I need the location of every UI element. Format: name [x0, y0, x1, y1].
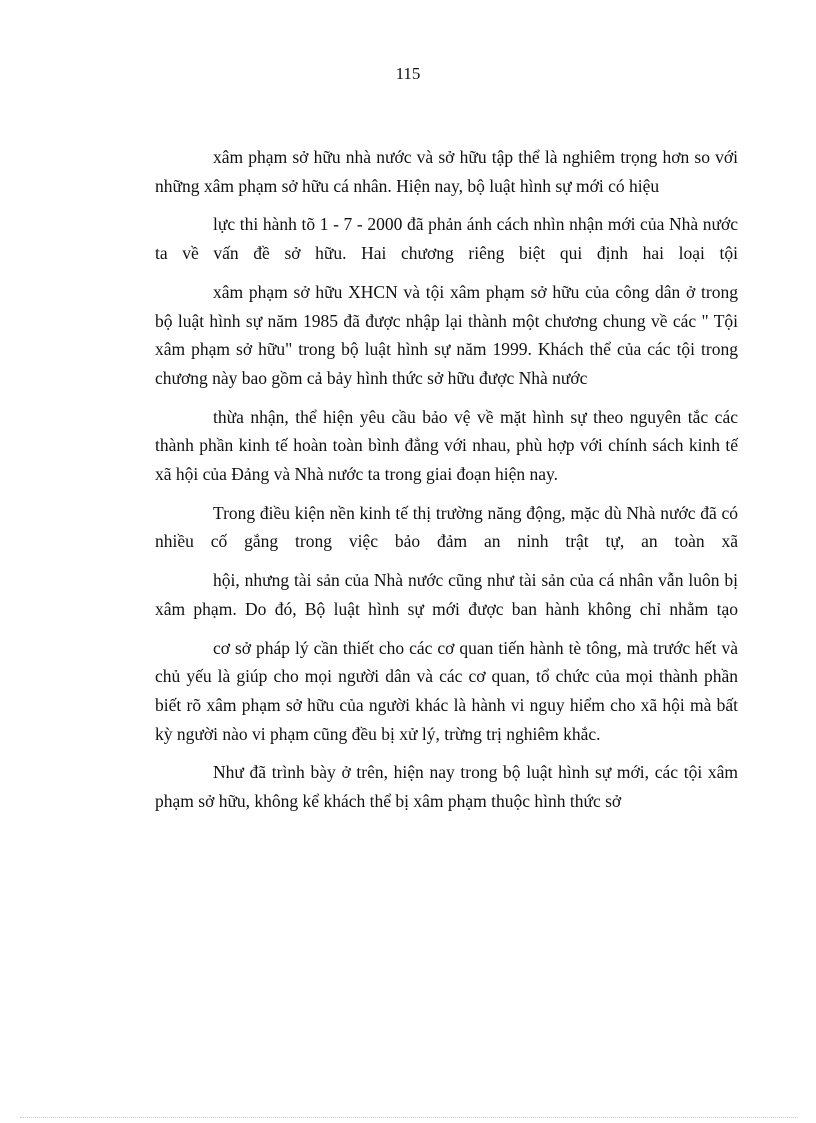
body-text [155, 143, 738, 826]
paragraph-8: Như đã trình bày ở trên, hiện nay trong bộ luật hình sự mới, các tội xâm phạm sở hữu, không kể khách thể bị xâm phạm thuộc hình thức sở [155, 762, 738, 812]
paragraph-7: cơ sở pháp lý cần thiết cho các cơ quan tiến hành tè tông, mà trước hết và chủ yếu là giúp cho mọi người dân và các cơ quan, tổ chức của mọi thành phần biết rõ xâm phạm sở hữu của người khác là hành vi nguy hiểm cho xã hội mà bất kỳ người nào vi phạm cũng đều bị xử lý, trừng trị nghiêm khắc. [155, 637, 738, 744]
paragraph-4: thừa nhận, thể hiện yêu cầu bảo vệ về mặt hình sự theo nguyên tắc các thành phần kinh tế hoàn toàn bình đẳng với nhau, phù hợp với chính sách kinh tế xã hội của Đảng và Nhà nước ta trong giai đoạn hiện nay. [155, 406, 738, 485]
paragraph-5: Trong điều kiện nền kinh tế thị trường năng động, mặc dù Nhà nước đã có nhiều cố gắng trong việc bảo đảm an ninh trật tự, an toàn xã [155, 502, 738, 552]
paragraph-1: xâm phạm sở hữu nhà nước và sở hữu tập thể là nghiêm trọng hơn so với những xâm phạm sở hữu cá nhân. Hiện nay, bộ luật hình sự mới có hiệu [155, 147, 738, 196]
paragraph-3: xâm phạm sở hữu XHCN và tội xâm phạm sở hữu của công dân ở trong bộ luật hình sự năm 1985 đã được nhập lại thành một chương chung về các " Tội xâm phạm sở hữu" trong bộ luật hình sự năm 1999. Khách thể của các tội trong chương này bao gồm cả bảy hình thức sở hữu được Nhà nước [155, 281, 738, 388]
paragraph-6: hội, nhưng tài sản của Nhà nước cũng như tài sản của cá nhân vẫn luôn bị xâm phạm. Do đó, Bộ luật hình sự mới được ban hành không chỉ nhằm tạo [155, 570, 738, 619]
bottom-dotted-rule [20, 1117, 796, 1118]
page-number: 115 [395, 64, 421, 83]
paragraph-2: lực thi hành tõ 1 - 7 - 2000 đã phản ánh cách nhìn nhận mới của Nhà nước ta về vấn đề sở hữu. Hai chương riêng biệt qui định hai loại tội [155, 214, 738, 264]
